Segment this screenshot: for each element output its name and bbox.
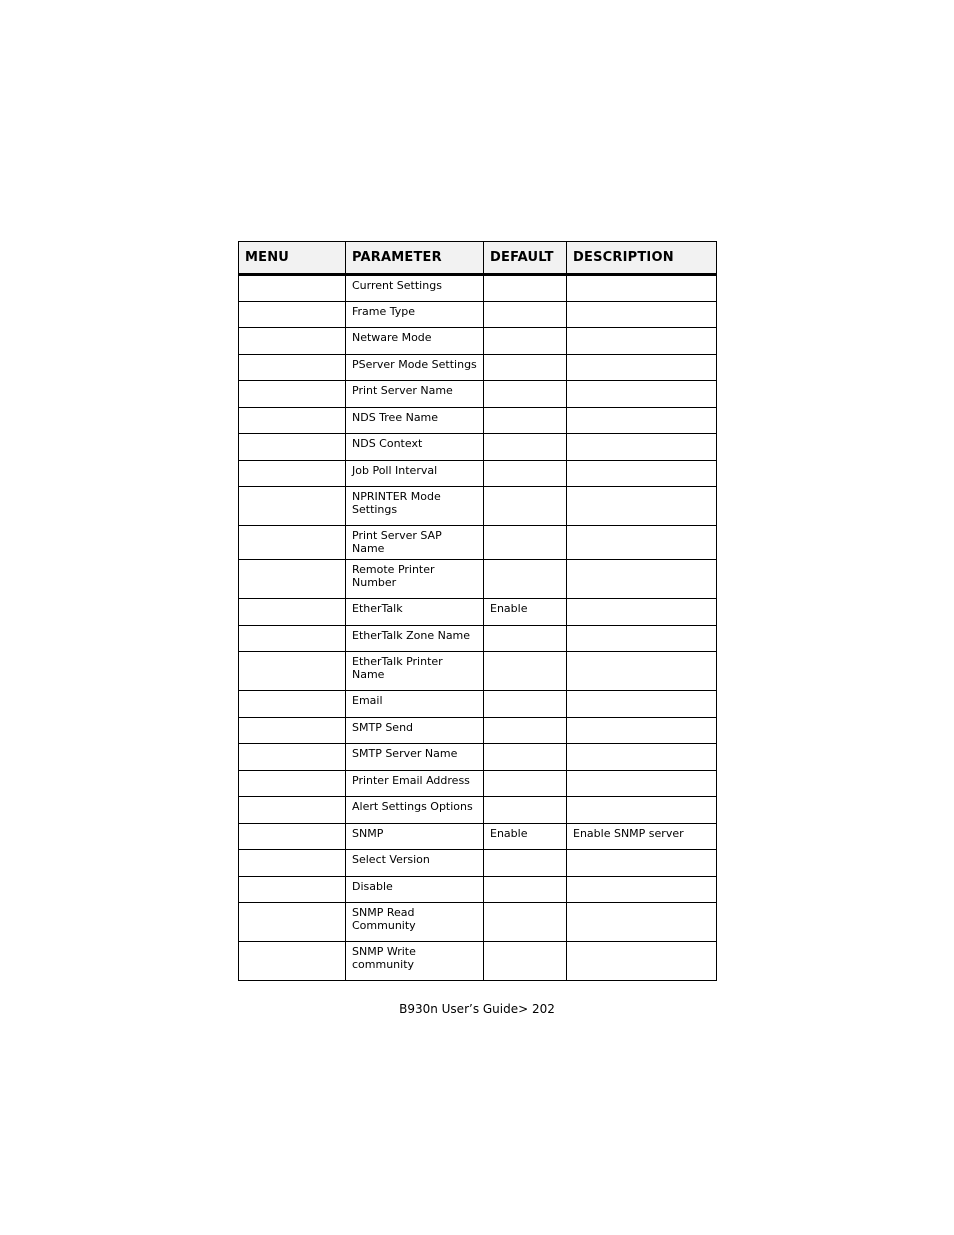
cell-default <box>484 487 567 526</box>
cell-parameter: Print Server Name <box>346 381 484 408</box>
cell-menu <box>239 876 346 903</box>
cell-menu <box>239 850 346 877</box>
cell-menu <box>239 354 346 381</box>
cell-default <box>484 691 567 718</box>
cell-parameter: SNMP <box>346 823 484 850</box>
table-row <box>239 625 717 652</box>
cell-menu <box>239 942 346 981</box>
cell-default <box>484 744 567 771</box>
cell-menu <box>239 275 346 302</box>
cell-description <box>567 381 717 408</box>
cell-default <box>484 625 567 652</box>
cell-menu <box>239 770 346 797</box>
table-row <box>239 652 717 691</box>
cell-default <box>484 301 567 328</box>
header-parameter: PARAMETER <box>346 242 484 275</box>
cell-description <box>567 625 717 652</box>
cell-description <box>567 354 717 381</box>
cell-parameter: Netware Mode <box>346 328 484 355</box>
cell-parameter: SMTP Server Name <box>346 744 484 771</box>
cell-default <box>484 354 567 381</box>
table-row <box>239 599 717 626</box>
cell-parameter: Select Version <box>346 850 484 877</box>
cell-parameter: NDS Context <box>346 434 484 461</box>
table-row <box>239 328 717 355</box>
cell-parameter: Alert Settings Options <box>346 797 484 824</box>
cell-menu <box>239 691 346 718</box>
cell-menu <box>239 526 346 560</box>
table-row <box>239 526 717 560</box>
cell-description <box>567 691 717 718</box>
cell-menu <box>239 823 346 850</box>
cell-default <box>484 526 567 560</box>
table-row <box>239 301 717 328</box>
header-description: DESCRIPTION <box>567 242 717 275</box>
cell-default <box>484 434 567 461</box>
cell-default <box>484 560 567 599</box>
cell-description <box>567 434 717 461</box>
table-row <box>239 876 717 903</box>
cell-description <box>567 850 717 877</box>
cell-parameter: Remote Printer Number <box>346 560 484 599</box>
cell-menu <box>239 652 346 691</box>
cell-description <box>567 744 717 771</box>
table-row <box>239 942 717 981</box>
page-footer: B930n User’s Guide> 202 <box>399 1002 555 1016</box>
table-row <box>239 850 717 877</box>
table-row <box>239 460 717 487</box>
cell-default <box>484 876 567 903</box>
cell-menu <box>239 625 346 652</box>
cell-menu <box>239 744 346 771</box>
table-row <box>239 744 717 771</box>
cell-parameter: Email <box>346 691 484 718</box>
cell-description <box>567 407 717 434</box>
cell-parameter: Print Server SAP Name <box>346 526 484 560</box>
cell-parameter: EtherTalk Zone Name <box>346 625 484 652</box>
cell-description: Enable SNMP server <box>567 823 717 850</box>
cell-menu <box>239 560 346 599</box>
cell-menu <box>239 599 346 626</box>
table-header-row <box>239 242 717 275</box>
cell-description <box>567 876 717 903</box>
table-row <box>239 691 717 718</box>
cell-default <box>484 850 567 877</box>
settings-table-container <box>238 241 716 981</box>
cell-parameter: Printer Email Address <box>346 770 484 797</box>
cell-menu <box>239 717 346 744</box>
table-row <box>239 823 717 850</box>
header-default: DEFAULT <box>484 242 567 275</box>
cell-menu <box>239 434 346 461</box>
cell-parameter: Disable <box>346 876 484 903</box>
cell-default <box>484 903 567 942</box>
cell-default <box>484 275 567 302</box>
cell-description <box>567 328 717 355</box>
cell-parameter: NDS Tree Name <box>346 407 484 434</box>
table-row <box>239 381 717 408</box>
cell-parameter: EtherTalk <box>346 599 484 626</box>
cell-description <box>567 560 717 599</box>
cell-default <box>484 328 567 355</box>
cell-default: Enable <box>484 599 567 626</box>
cell-menu <box>239 381 346 408</box>
cell-menu <box>239 460 346 487</box>
cell-description <box>567 652 717 691</box>
cell-default <box>484 942 567 981</box>
cell-menu <box>239 328 346 355</box>
cell-parameter: Job Poll Interval <box>346 460 484 487</box>
cell-description <box>567 599 717 626</box>
cell-parameter: SNMP Write community <box>346 942 484 981</box>
cell-default: Enable <box>484 823 567 850</box>
header-menu: MENU <box>239 242 346 275</box>
table-row <box>239 770 717 797</box>
cell-description <box>567 797 717 824</box>
table-row <box>239 434 717 461</box>
cell-default <box>484 407 567 434</box>
cell-parameter: EtherTalk Printer Name <box>346 652 484 691</box>
cell-description <box>567 487 717 526</box>
cell-default <box>484 770 567 797</box>
cell-parameter: PServer Mode Settings <box>346 354 484 381</box>
table-row <box>239 560 717 599</box>
cell-default <box>484 717 567 744</box>
cell-parameter: SNMP Read Community <box>346 903 484 942</box>
table-row <box>239 797 717 824</box>
cell-default <box>484 381 567 408</box>
cell-description <box>567 942 717 981</box>
cell-description <box>567 460 717 487</box>
cell-description <box>567 275 717 302</box>
cell-menu <box>239 407 346 434</box>
cell-default <box>484 652 567 691</box>
cell-default <box>484 460 567 487</box>
settings-table <box>238 241 717 981</box>
cell-menu <box>239 301 346 328</box>
cell-parameter: SMTP Send <box>346 717 484 744</box>
cell-parameter: NPRINTER Mode Settings <box>346 487 484 526</box>
cell-parameter: Current Settings <box>346 275 484 302</box>
cell-description <box>567 903 717 942</box>
cell-menu <box>239 487 346 526</box>
cell-default <box>484 797 567 824</box>
cell-description <box>567 717 717 744</box>
table-row <box>239 275 717 302</box>
cell-description <box>567 301 717 328</box>
table-row <box>239 903 717 942</box>
table-row <box>239 407 717 434</box>
cell-description <box>567 770 717 797</box>
cell-menu <box>239 797 346 824</box>
cell-menu <box>239 903 346 942</box>
table-row <box>239 487 717 526</box>
table-row <box>239 717 717 744</box>
table-row <box>239 354 717 381</box>
cell-description <box>567 526 717 560</box>
cell-parameter: Frame Type <box>346 301 484 328</box>
